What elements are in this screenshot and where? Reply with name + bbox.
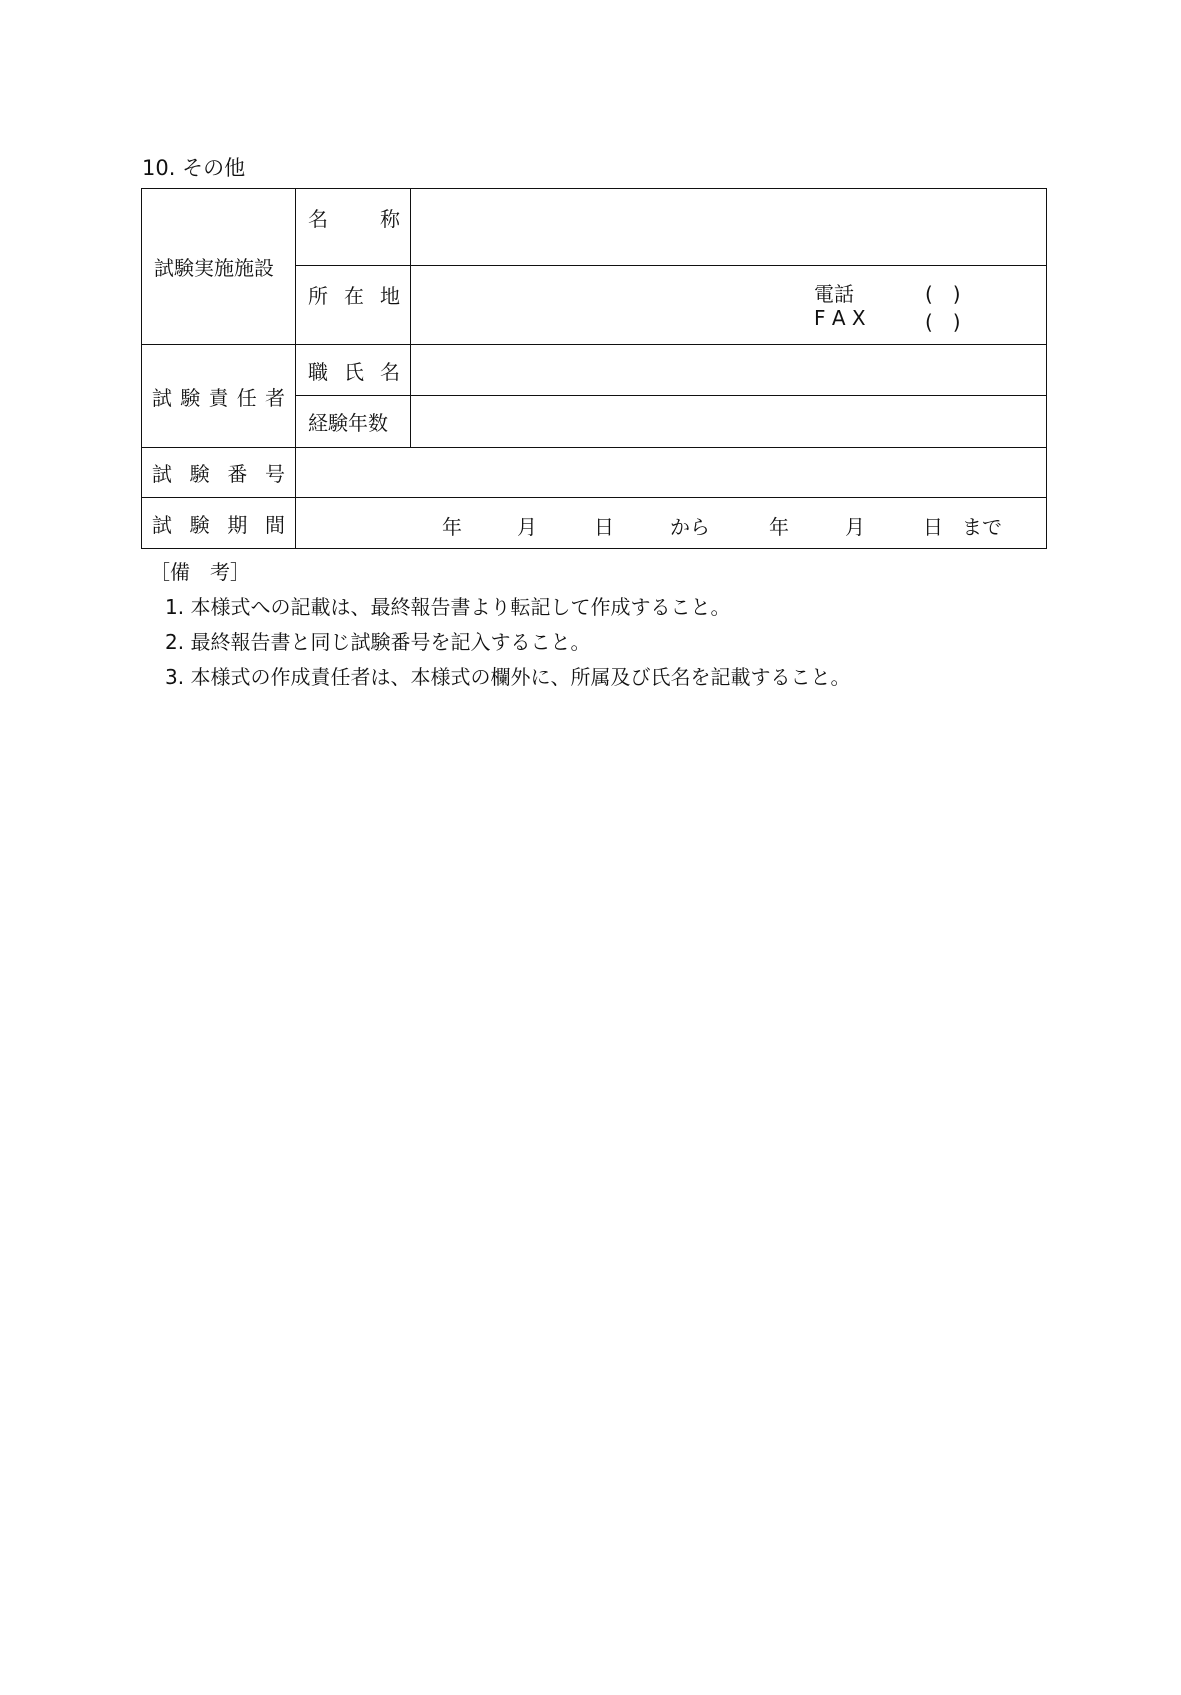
- phone-field[interactable]: ( ): [925, 282, 961, 306]
- label-char: 者: [265, 385, 285, 410]
- experience-field[interactable]: [411, 396, 1047, 448]
- facility-address-field[interactable]: [411, 266, 1047, 345]
- facility-name-field[interactable]: [411, 189, 1047, 266]
- start-day-unit: 日: [594, 515, 614, 539]
- responsible-label-cell: [142, 345, 296, 448]
- title-name-field[interactable]: [411, 345, 1047, 396]
- fax-field[interactable]: ( ): [925, 310, 961, 334]
- name-label-cell: [296, 189, 411, 266]
- address-label-cell: [296, 266, 411, 345]
- label-char: 験: [189, 462, 210, 486]
- notes-heading: ［備 考］: [150, 560, 250, 584]
- label-char: 氏: [344, 359, 364, 384]
- name-label-char: 称: [380, 207, 400, 231]
- name-label-char: 名: [308, 207, 328, 231]
- facility-label: 試験実施施設: [154, 256, 274, 280]
- from-text: から: [670, 515, 710, 539]
- section-title: 10. その他: [142, 156, 246, 180]
- address-label-char: 地: [380, 284, 400, 308]
- label-char: 験: [180, 385, 201, 410]
- test-number-label-cell: [142, 448, 296, 498]
- note-item: 3. 本様式の作成責任者は、本様式の欄外に、所属及び氏名を記載すること。: [165, 665, 851, 689]
- experience-label: 経験年数: [308, 411, 388, 435]
- fax-label: F A X: [814, 306, 866, 330]
- title-name-label-cell: [296, 345, 411, 396]
- start-year-unit: 年: [442, 515, 462, 539]
- label-char: 験: [189, 512, 210, 537]
- end-year-unit: 年: [769, 515, 789, 539]
- address-label-char: 所: [308, 284, 328, 308]
- test-period-field[interactable]: [296, 498, 1047, 549]
- label-char: 試: [152, 462, 172, 486]
- label-char: 期: [227, 512, 248, 537]
- label-char: 番: [227, 462, 248, 486]
- test-number-field[interactable]: [296, 448, 1047, 498]
- facility-label-cell: [142, 189, 296, 345]
- label-char: 責: [208, 385, 229, 410]
- note-item: 2. 最終報告書と同じ試験番号を記入すること。: [165, 630, 591, 654]
- label-char: 任: [236, 385, 257, 410]
- end-month-unit: 月: [845, 515, 865, 539]
- label-char: 試: [152, 512, 172, 537]
- label-char: 名: [380, 359, 400, 384]
- label-char: 職: [308, 359, 328, 384]
- experience-label-cell: [296, 396, 411, 448]
- test-period-label-cell: [142, 498, 296, 549]
- start-month-unit: 月: [517, 515, 537, 539]
- label-char: 間: [264, 512, 285, 537]
- label-char: 試: [152, 385, 172, 410]
- other-info-table: [141, 188, 1047, 549]
- address-label-char: 在: [344, 284, 364, 308]
- note-item: 1. 本様式への記載は、最終報告書より転記して作成すること。: [165, 595, 731, 619]
- phone-label: 電話: [814, 282, 854, 306]
- label-char: 号: [264, 462, 285, 486]
- end-day-unit: 日: [923, 515, 943, 539]
- until-text: まで: [962, 515, 1002, 539]
